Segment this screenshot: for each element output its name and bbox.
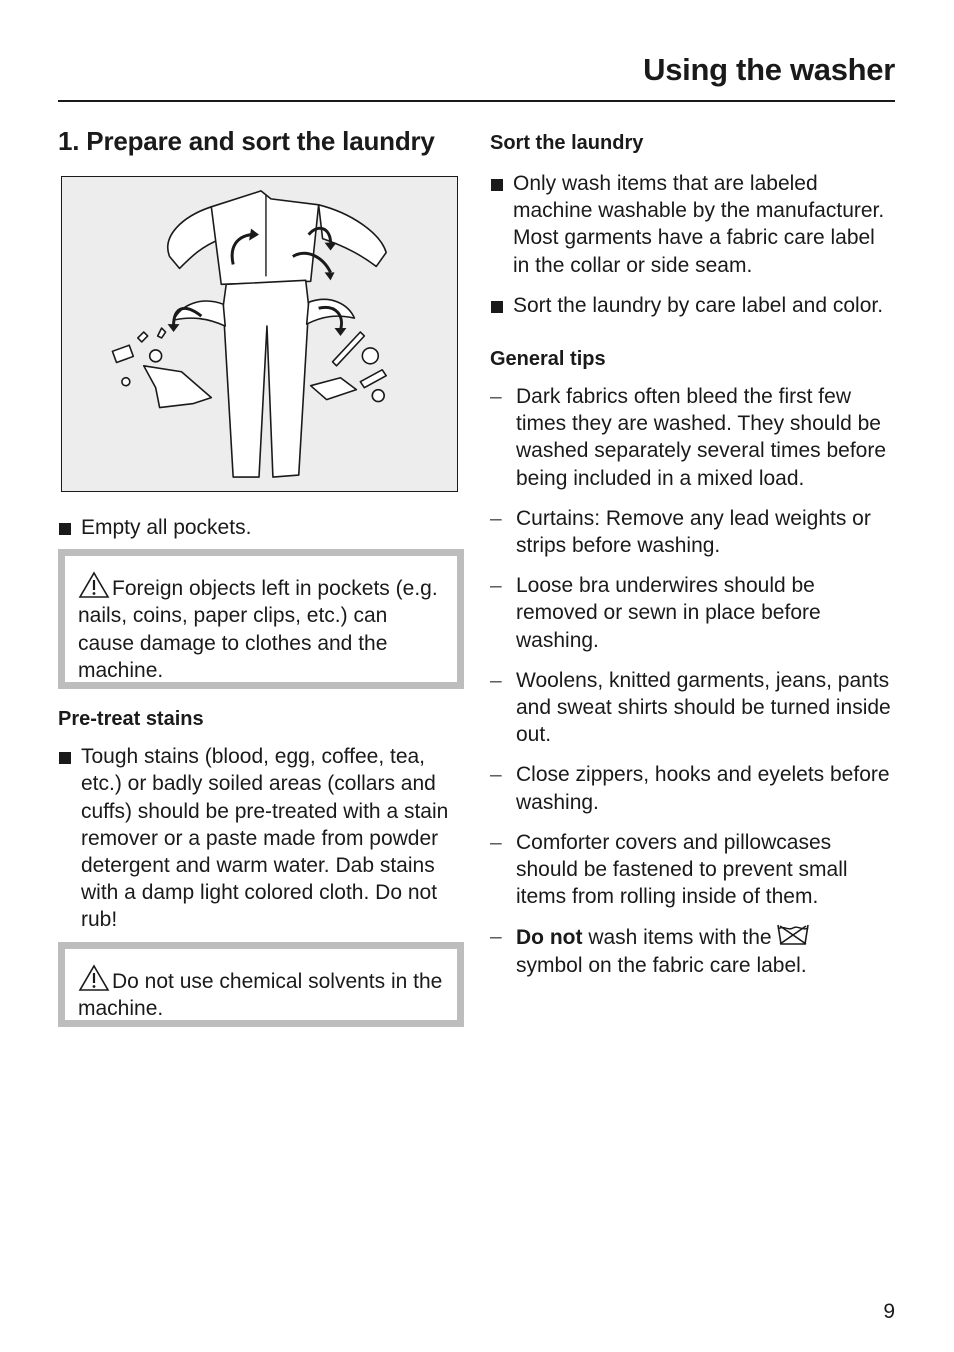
warning-box: Foreign objects left in pockets (e.g. nails, coins, paper clips, etc.) can cause damage to clothes and the machine.	[58, 549, 464, 689]
dash-marker: –	[490, 385, 502, 409]
left-column	[58, 124, 464, 1027]
laundry-illustration	[61, 176, 458, 492]
page-header	[58, 50, 895, 102]
warning-box: Do not use chemical solvents in the machine.	[58, 942, 464, 1027]
dash-marker: –	[490, 574, 502, 598]
page-number: 9	[883, 1300, 895, 1323]
list-item: Only wash items that are labeled machine washable by the manufacturer. Most garments have a fabric care label in the collar or side seam.	[490, 170, 895, 279]
bullet-square-icon	[59, 752, 71, 764]
list-item: – Loose bra underwires should be removed or sewn in place before washing.	[490, 574, 821, 652]
list-item: – Close zippers, hooks and eyelets before washing.	[490, 763, 890, 814]
dash-marker: –	[490, 668, 502, 692]
pants	[223, 280, 308, 477]
pretreat-heading: Pre-treat stains	[58, 708, 204, 731]
list-item: – Dark fabrics often bleed the first few times they are washed. They should be washed separately several times before being included in a mixed load.	[490, 385, 887, 490]
list-item: Sort the laundry by care label and color.	[490, 292, 895, 319]
list-item: – Do not wash items with the symbol on the fabric care label.	[490, 923, 895, 978]
dash-marker: –	[490, 763, 502, 787]
section-title: 1. Prepare and sort the laundry	[58, 126, 435, 156]
list-item: Tough stains (blood, egg, coffee, tea, etc.) or badly soiled areas (collars and cuffs) should be pre-treated with a stain remover or a paste made from powder detergent and warm water. Dab stains with a damp light colored cloth. Do not rub!	[58, 743, 464, 933]
sort-heading: Sort the laundry	[490, 132, 644, 154]
page-title: Using the washer	[643, 52, 895, 87]
warning-triangle-icon	[78, 571, 110, 599]
do-not-wash-symbol-icon	[776, 923, 810, 947]
bullet-square-icon	[491, 301, 503, 313]
tips-list	[490, 383, 895, 979]
dash-marker: –	[490, 506, 502, 530]
list-item: – Curtains: Remove any lead weights or strips before washing.	[490, 506, 871, 558]
dash-marker: –	[490, 830, 502, 854]
bullet-square-icon	[491, 179, 503, 191]
clothes-pockets-illustration	[62, 177, 457, 491]
warning-triangle-icon	[78, 964, 110, 992]
jacket-body	[211, 191, 318, 284]
tips-heading: General tips	[490, 348, 606, 371]
list-item: – Woolens, knitted garments, jeans, pants and sweat shirts should be turned inside out.	[490, 668, 891, 747]
do-not-emphasis: Do not	[516, 926, 583, 950]
bullet-square-icon	[59, 523, 71, 535]
dash-marker: –	[490, 925, 502, 949]
list-item: Empty all pockets.	[58, 514, 464, 541]
list-item: – Comforter covers and pillowcases should be fastened to prevent small items from rolling inside of them.	[490, 830, 848, 909]
cloth	[144, 366, 212, 408]
right-column	[490, 128, 895, 992]
